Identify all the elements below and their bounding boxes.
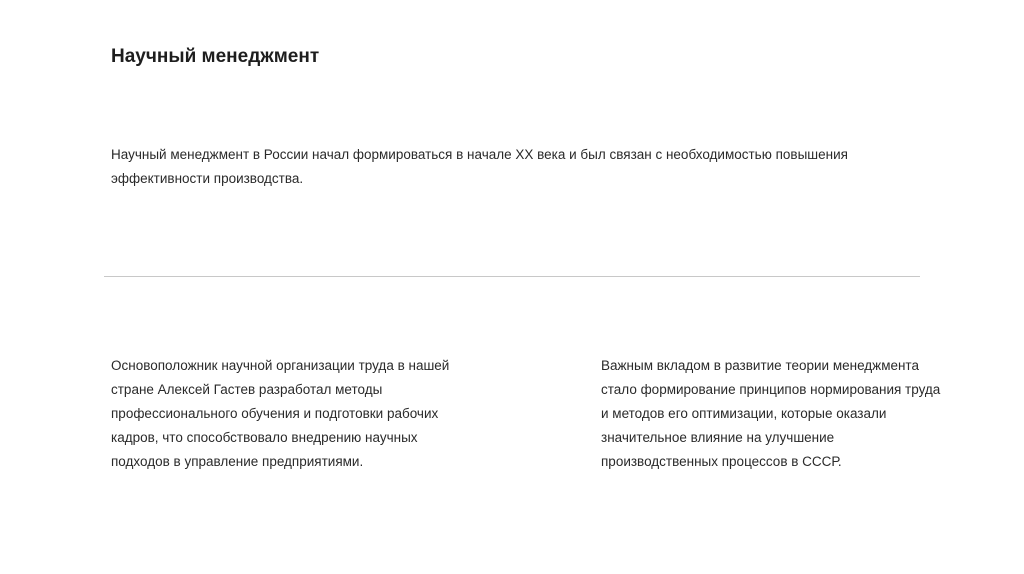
intro-paragraph: Научный менеджмент в России начал формироваться в начале XX века и был связан с необходимостью повышения эффективности производства.: [111, 147, 848, 186]
slide-title: Научный менеджмент: [111, 46, 320, 67]
section-divider: [104, 276, 920, 277]
right-column-text: Важным вкладом в развитие теории менеджмента стало формирование принципов нормирования труда и методов его оптимизации, которые оказали значительное влияние на улучшение производственных процессов в СССР.: [601, 358, 941, 469]
left-column-text: Основоположник научной организации труда в нашей стране Алексей Гастев разработал методы профессионального обучения и подготовки рабочих кадров, что способствовало внедрению научных подходов в управление предприятиями.: [111, 358, 450, 469]
